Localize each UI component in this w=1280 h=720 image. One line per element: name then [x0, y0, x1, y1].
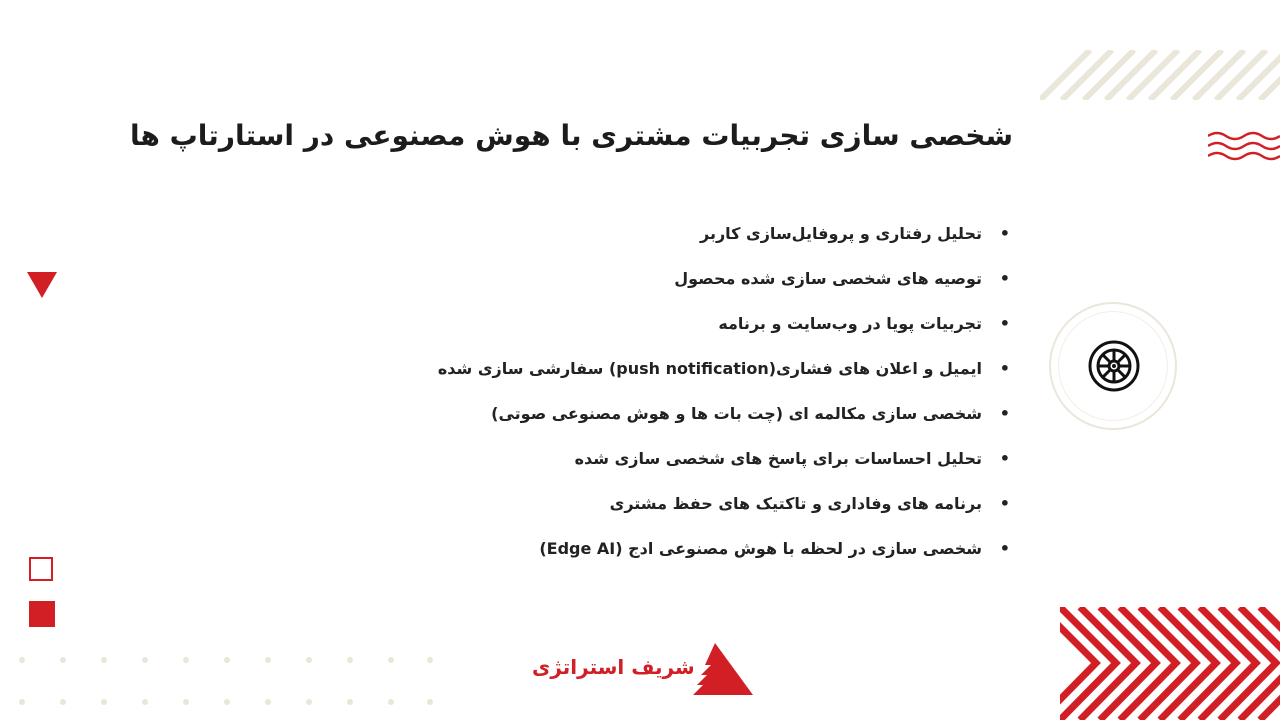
slide-title: شخصی سازی تجربیات مشتری با هوش مصنوعی در استارتاپ ها	[129, 119, 1013, 152]
list-item-text: توصیه های شخصی سازی شده محصول	[674, 269, 982, 288]
wave-lines-decoration	[1208, 130, 1280, 162]
triangle-decoration	[27, 272, 57, 298]
diagonal-stripes-decoration	[1040, 50, 1280, 100]
list-item	[390, 484, 1010, 529]
list-item-text: شخصی سازی در لحظه با هوش مصنوعی ادج (Edge AI)	[539, 539, 982, 558]
bullet-dot: •	[999, 449, 1010, 468]
mountain-logo-icon	[693, 643, 753, 695]
list-item-text: تحلیل رفتاری و پروفایل‌سازی کاربر	[700, 224, 982, 243]
list-item	[390, 529, 1010, 574]
outline-square-decoration	[29, 557, 53, 581]
bullet-dot: •	[999, 494, 1010, 513]
bullet-dot: •	[999, 359, 1010, 378]
wheel-icon	[1087, 339, 1141, 393]
list-item-text: برنامه های وفاداری و تاکتیک های حفظ مشتری	[609, 494, 982, 513]
list-item	[390, 349, 1010, 394]
bullet-list	[390, 214, 1010, 574]
list-item-text: تجربیات پویا در وب‌سایت و برنامه	[718, 314, 982, 333]
list-item	[390, 214, 1010, 259]
list-item	[390, 304, 1010, 349]
chevron-pattern-decoration	[1060, 607, 1280, 720]
bullet-dot: •	[999, 224, 1010, 243]
dot-grid-decoration	[0, 640, 440, 720]
bullet-dot: •	[999, 404, 1010, 423]
bullet-dot: •	[999, 539, 1010, 558]
list-item	[390, 259, 1010, 304]
list-item	[390, 439, 1010, 484]
bullet-dot: •	[999, 269, 1010, 288]
bullet-dot: •	[999, 314, 1010, 333]
list-item-text: شخصی سازی مکالمه ای (چت بات ها و هوش مصنوعی صوتی)	[491, 404, 982, 423]
list-item	[390, 394, 1010, 439]
list-item-text: تحلیل احساسات برای پاسخ های شخصی سازی شده	[574, 449, 982, 468]
filled-square-decoration	[29, 601, 55, 627]
list-item-text: ایمیل و اعلان های فشاری(push notification) سفارشی سازی شده	[437, 359, 982, 378]
brand-name: شریف استراتژی	[532, 655, 695, 679]
